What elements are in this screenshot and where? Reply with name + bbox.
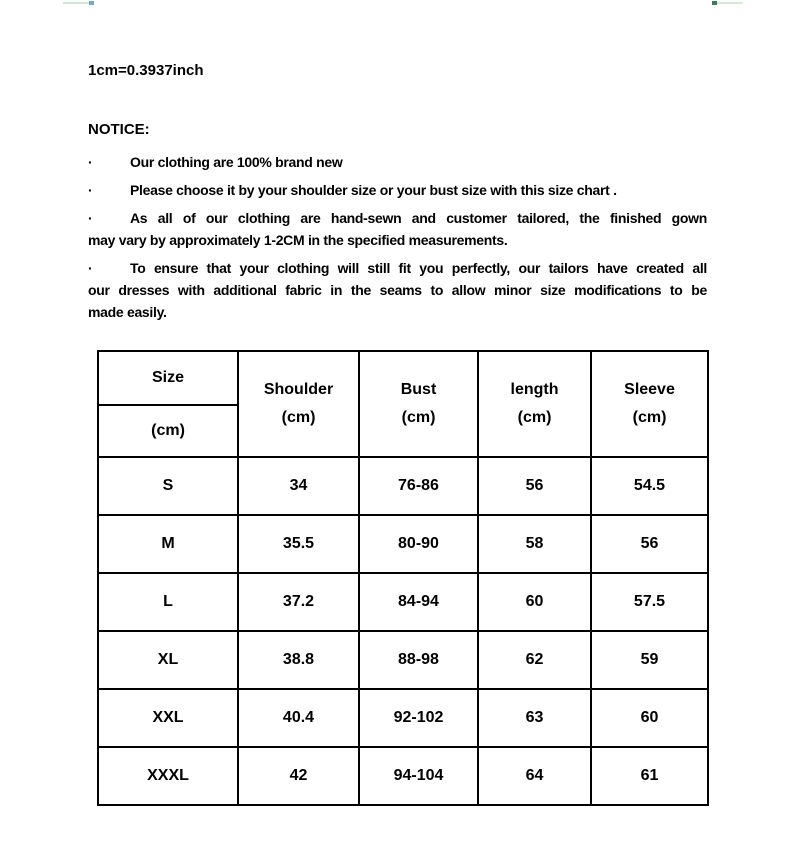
- column-label: length: [510, 381, 559, 398]
- notice-text: To ensure that your clothing will still fit you perfectly, our tailors have created all: [130, 260, 707, 276]
- notice-item: [88, 207, 707, 251]
- table-row-m: [98, 515, 708, 573]
- notice-title: NOTICE:: [88, 121, 150, 138]
- notice-item: [88, 257, 707, 323]
- cell-bust: 84-94: [359, 573, 478, 631]
- cell-shoulder: 35.5: [238, 515, 359, 573]
- column-label: Sleeve: [624, 381, 675, 398]
- cell-sleeve: 54.5: [591, 457, 708, 515]
- notice-text: may vary by approximately 1-2CM in the specified measurements.: [88, 232, 508, 248]
- column-label: Bust: [400, 381, 437, 398]
- notice-text: made easily.: [88, 304, 167, 320]
- cell-size: XXXL: [98, 747, 238, 805]
- notice-line: [88, 229, 707, 251]
- column-label: Shoulder: [263, 381, 334, 398]
- header-cell-size-unit: (cm): [98, 405, 238, 457]
- cell-length: 60: [478, 573, 591, 631]
- notice-line: [88, 279, 707, 301]
- header-cell-length: [478, 351, 591, 457]
- cell-sleeve: 61: [591, 747, 708, 805]
- column-unit: (cm): [401, 409, 436, 426]
- table-row-s: [98, 457, 708, 515]
- cell-sleeve: 56: [591, 515, 708, 573]
- cell-size: M: [98, 515, 238, 573]
- column-unit: (cm): [632, 409, 667, 426]
- cell-bust: 80-90: [359, 515, 478, 573]
- table-row-l: [98, 573, 708, 631]
- cell-shoulder: 40.4: [238, 689, 359, 747]
- bullet-dot: ·: [88, 182, 93, 198]
- cell-size: S: [98, 457, 238, 515]
- notice-text: As all of our clothing are hand-sewn and customer tailored, the finished gown: [130, 210, 707, 226]
- cell-sleeve: 60: [591, 689, 708, 747]
- notice-item: [88, 179, 707, 201]
- table-row-xl: [98, 631, 708, 689]
- header-cell-shoulder: [238, 351, 359, 457]
- notice-text: Our clothing are 100% brand new: [130, 154, 343, 170]
- table-row-xxl: [98, 689, 708, 747]
- cell-length: 64: [478, 747, 591, 805]
- size-chart-table: [97, 350, 709, 806]
- header-row-label: [98, 351, 708, 405]
- cell-bust: 88-98: [359, 631, 478, 689]
- cell-bust: 94-104: [359, 747, 478, 805]
- cell-bust: 76-86: [359, 457, 478, 515]
- notice-text: Please choose it by your shoulder size or your bust size with this size chart .: [130, 182, 617, 198]
- cell-length: 63: [478, 689, 591, 747]
- cell-length: 58: [478, 515, 591, 573]
- cell-length: 62: [478, 631, 591, 689]
- notice-line: [88, 301, 707, 323]
- notice-line: [88, 207, 707, 229]
- cell-size: L: [98, 573, 238, 631]
- notice-line: [88, 151, 707, 173]
- cell-shoulder: 42: [238, 747, 359, 805]
- cell-size: XL: [98, 631, 238, 689]
- cell-sleeve: 57.5: [591, 573, 708, 631]
- cell-size: XXL: [98, 689, 238, 747]
- cell-bust: 92-102: [359, 689, 478, 747]
- conversion-note: 1cm=0.3937inch: [88, 62, 204, 79]
- notice-item: [88, 151, 707, 173]
- header-cell-sleeve: [591, 351, 708, 457]
- bullet-dot: ·: [88, 154, 93, 170]
- header-cell-size-label: Size: [98, 351, 238, 405]
- cell-shoulder: 34: [238, 457, 359, 515]
- bullet-dot: ·: [88, 260, 93, 276]
- column-unit: (cm): [281, 409, 316, 426]
- cell-sleeve: 59: [591, 631, 708, 689]
- notice-text: our dresses with additional fabric in the seams to allow minor size modifications to be: [88, 282, 707, 298]
- notice-line: [88, 179, 707, 201]
- cell-shoulder: 38.8: [238, 631, 359, 689]
- cell-length: 56: [478, 457, 591, 515]
- bullet-dot: ·: [88, 210, 93, 226]
- notice-line: [88, 257, 707, 279]
- column-unit: (cm): [517, 409, 552, 426]
- header-cell-bust: [359, 351, 478, 457]
- cell-shoulder: 37.2: [238, 573, 359, 631]
- table-row-xxxl: [98, 747, 708, 805]
